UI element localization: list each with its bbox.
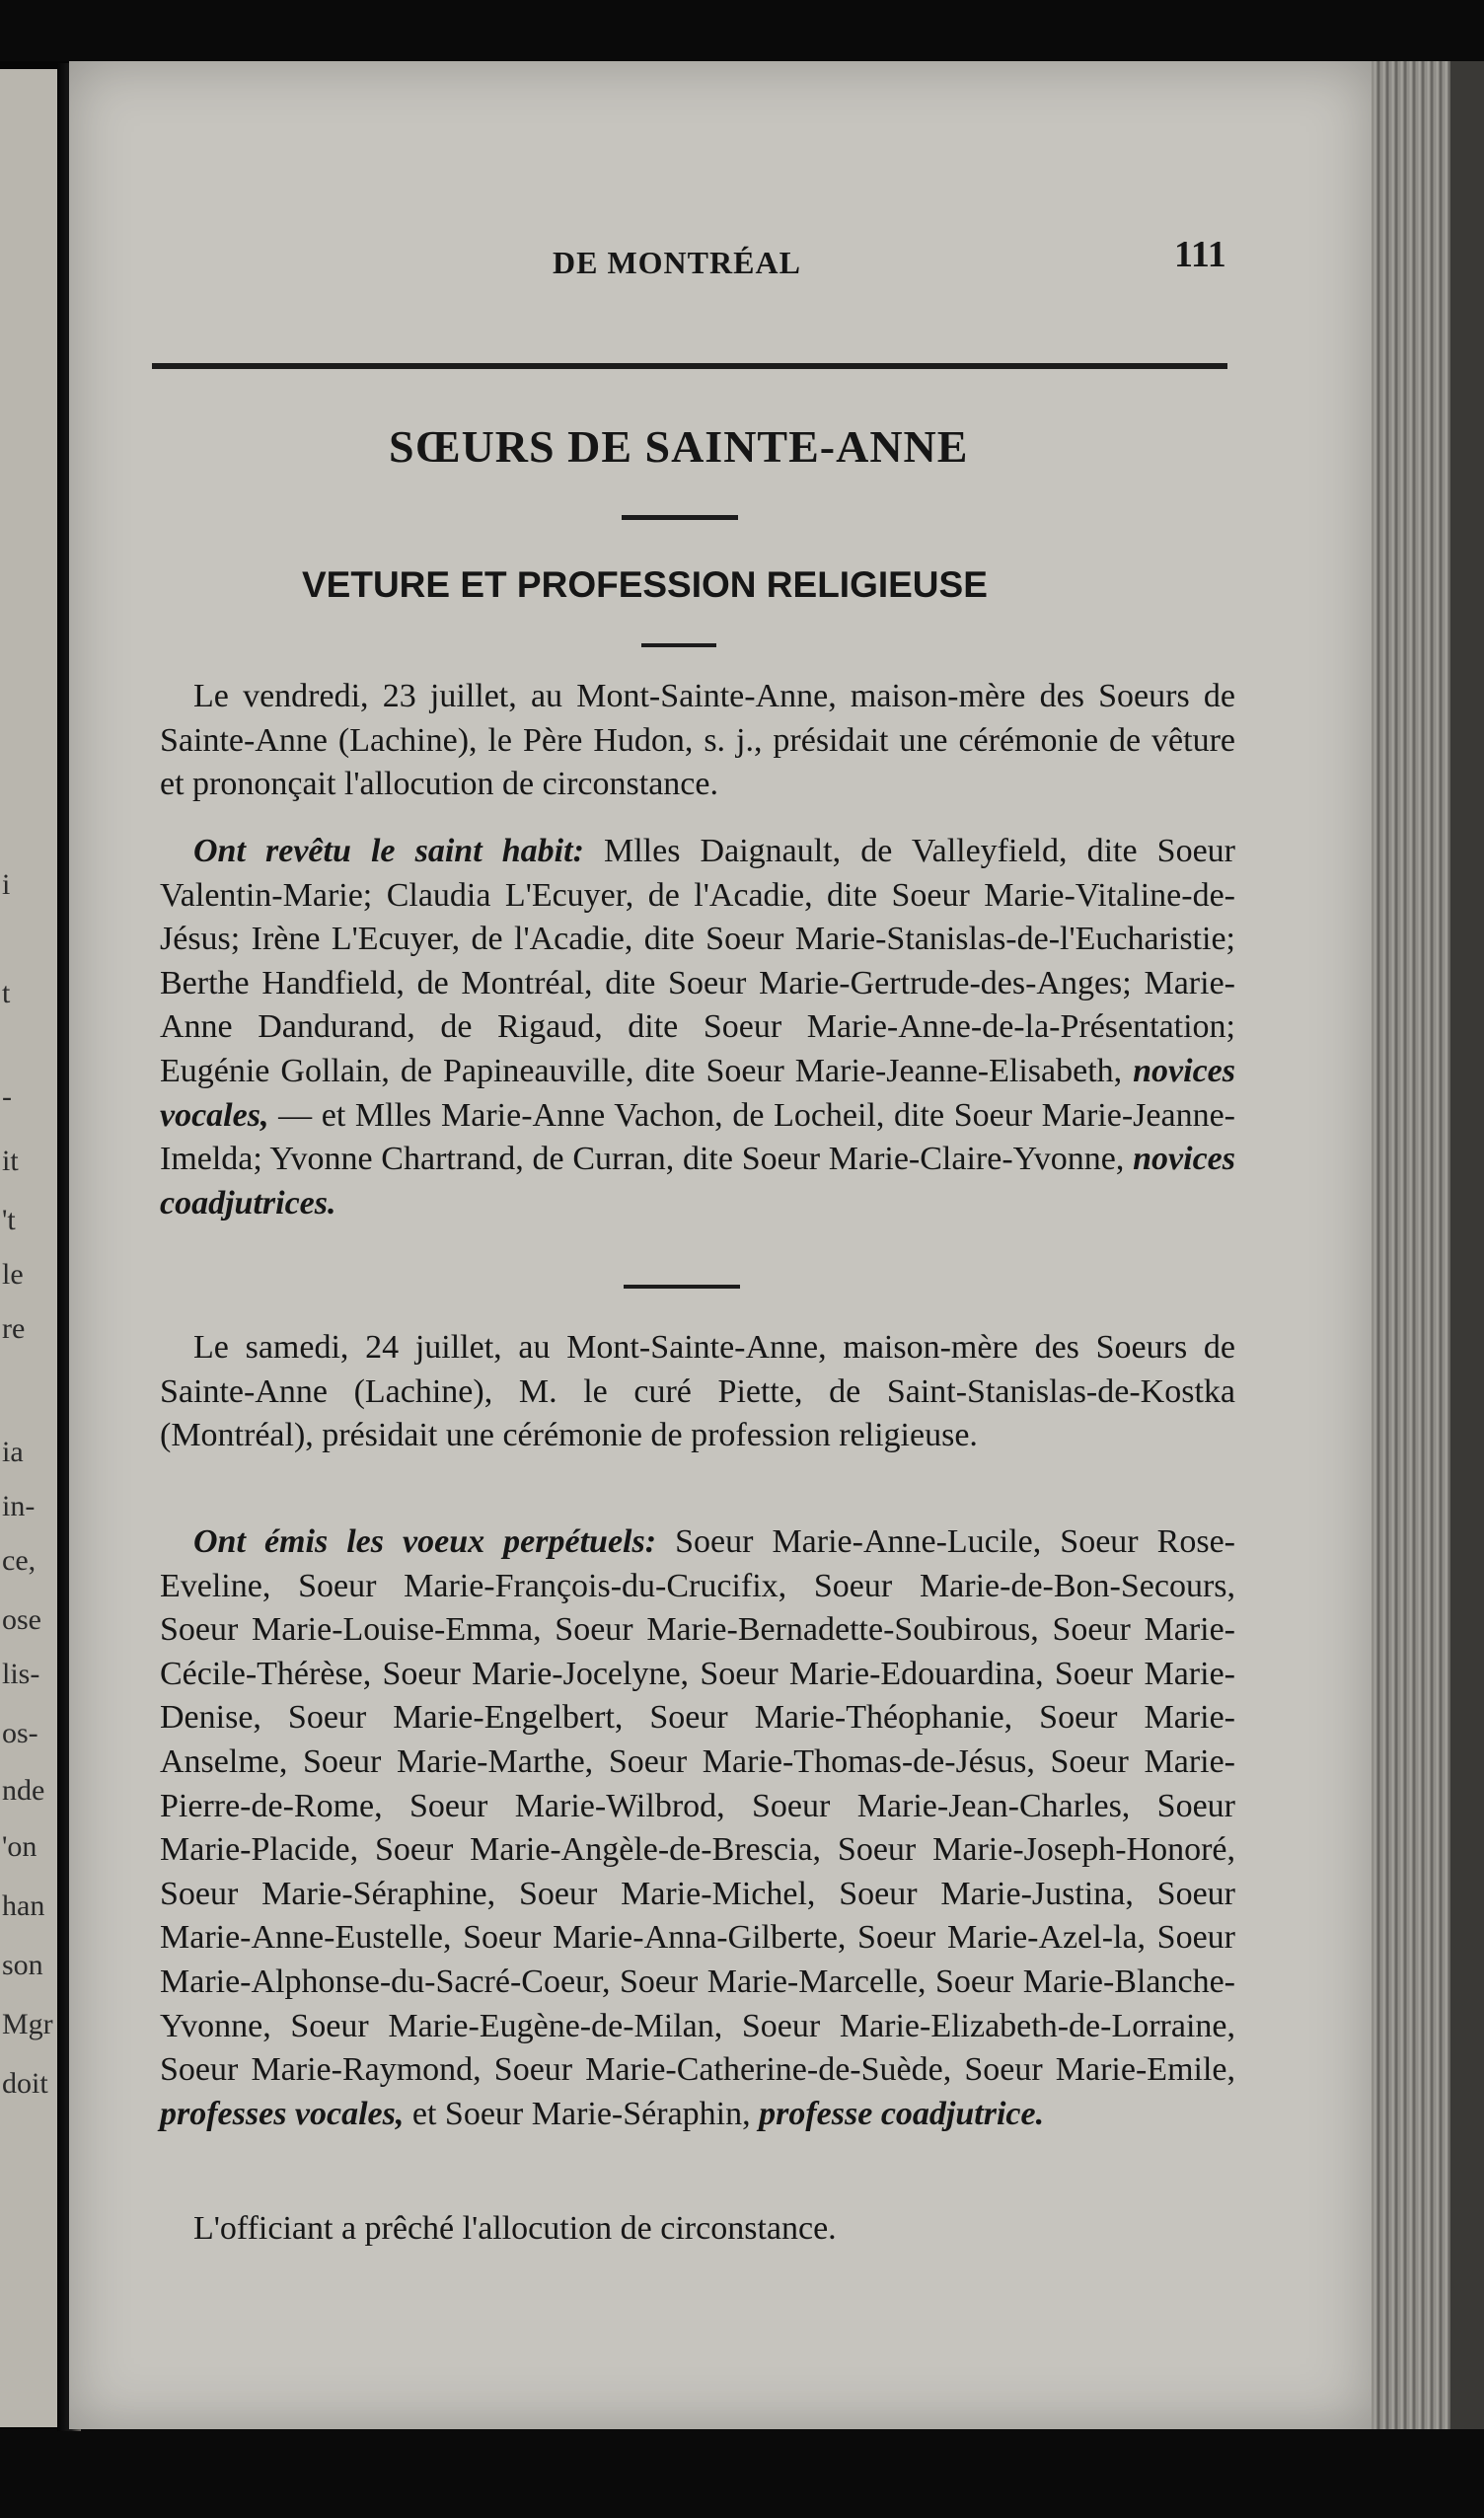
facing-page-fragment: doit [2,2067,48,2100]
facing-page-fragment: Mgr [2,2008,53,2040]
facing-page-fragment: lis- [2,1658,40,1690]
scan-bottom-border [0,2429,1484,2518]
profession-list-paragraph [160,1520,1235,2136]
running-head: DE MONTRÉAL [553,245,801,280]
facing-page-fragment: 't [2,1204,16,1236]
profession-names: Soeur Marie-Anne-Lucile, Soeur Rose-Eveline, Soeur Marie-François-du-Crucifix, Soeur Marie-de-Bon-Secours, Soeur Marie-Louise-Emma, Soeur Marie-Bernadette-Soubirous, Soeur Marie-Cécile-Thérèse, Soeur Marie-Jocelyne, Soeur Marie-Edouardina, Soeur Marie-Denise, Soeur Marie-Engelbert, Soeur Marie-Théophanie, Soeur Marie-Anselme, Soeur Marie-Marthe, Soeur Marie-Thomas-de-Jésus, Soeur Marie-Pierre-de-Rome, Soeur Marie-Wilbrod, Soeur Marie-Jean-Charles, Soeur Marie-Placide, Soeur Marie-Angèle-de-Brescia, Soeur Marie-Joseph-Honoré, Soeur Marie-Séraphine, Soeur Marie-Michel, Soeur Marie-Justina, Soeur Marie-Anne-Eustelle, Soeur Marie-Anna-Gilberte, Soeur Marie-Azel-la, Soeur Marie-Alphonse-du-Sacré-Coeur, Soeur Marie-Marcelle, Soeur Marie-Blanche-Yvonne, Soeur Marie-Eugène-de-Milan, Soeur Marie-Elizabeth-de-Lorraine, Soeur Marie-Raymond, Soeur Marie-Catherine-de-Suède, Soeur Marie-Emile, [160,1523,1235,2089]
facing-page-sliver [0,69,65,2427]
vesture-intro-paragraph [160,675,1235,807]
section-subtitle: VETURE ET PROFESSION RELIGIEUSE [302,564,988,605]
novices-coadjutrices: novices coadjutrices. [160,1141,1235,1222]
facing-page-fragment: le [2,1258,24,1291]
profession-lead: Ont émis les voeux perpétuels: [193,1523,657,1560]
page-header [158,227,1233,286]
page-edges-shadow [1450,61,1484,2429]
facing-page-fragment: han [2,1889,45,1922]
vesture-names-a: Mlles Daignault, de Valleyfield, dite Soeur Valentin-Marie; Claudia L'Ecuyer, de l'Acadie, dite Soeur Marie-Vitaline-de-Jésus; Irène L'Ecuyer, de l'Acadie, dite Soeur Marie-Stanislas-de-l'Eucharistie; Berthe Handfield, de Montréal, dite Soeur Marie-Gertrude-des-Anges; Marie-Anne Dandurand, de Rigaud, dite Soeur Marie-Anne-de-la-Présentation; Eugénie Gollain, de Papineauville, dite Soeur Marie-Jeanne-Elisabeth, [160,833,1235,1089]
vesture-intro-text: Le vendredi, 23 juillet, au Mont-Sainte-Anne, maison-mère des Soeurs de Sainte-Anne (Lachine), le Père Hudon, s. j., présidait une cérémonie de vêture et prononçait l'allocution de circonstance. [160,678,1235,803]
scan-top-border [0,0,1484,61]
facing-page-fragment: ce, [2,1544,37,1577]
facing-page-fragment: son [2,1949,43,1981]
title-divider [622,515,738,520]
profession-intro-text: Le samedi, 24 juillet, au Mont-Sainte-Anne, maison-mère des Soeurs de Sainte-Anne (Lachine), M. le curé Piette, de Saint-Stanislas-de-Kostka (Montréal), présidait une cérémonie de profession religieuse. [160,1329,1235,1454]
page-number: 111 [1174,234,1226,275]
professes-vocales: professes vocales, [160,2095,405,2132]
facing-page-fragment: t [2,977,11,1009]
facing-page-fragment: ose [2,1603,41,1636]
facing-page-fragment: 'on [2,1830,37,1863]
facing-page-fragment: i [2,868,11,901]
facing-page-fragment: os- [2,1717,38,1749]
facing-page-fragment: in- [2,1490,36,1522]
vesture-list-paragraph [160,830,1235,1225]
header-rule [152,363,1227,369]
section-title: SŒURS DE SAINTE-ANNE [389,421,969,472]
facing-page-fragment: nde [2,1774,45,1807]
facing-page-fragment: - [2,1080,12,1113]
facing-page-fragment: ia [2,1436,24,1468]
profession-intro-paragraph [160,1326,1235,1458]
book-page [69,61,1372,2429]
vesture-lead: Ont revêtu le saint habit: [193,833,584,869]
facing-page-fragment: it [2,1145,19,1177]
closing-sentence: L'officiant a prêché l'allocution de circonstance. [193,2210,837,2247]
section-divider [624,1285,740,1289]
profession-names-end: et Soeur Marie-Séraphin, [404,2095,760,2132]
professe-coadjutrice: professe coadjutrice. [759,2095,1045,2132]
subtitle-divider [641,643,716,647]
vesture-names-b: — et Mlles Marie-Anne Vachon, de Locheil, dite Soeur Marie-Jeanne-Imelda; Yvonne Chartrand, de Curran, dite Soeur Marie-Claire-Yvonne, [160,1096,1235,1178]
facing-page-fragment: re [2,1312,26,1345]
novices-vocales: novices vocales, [160,1052,1235,1134]
